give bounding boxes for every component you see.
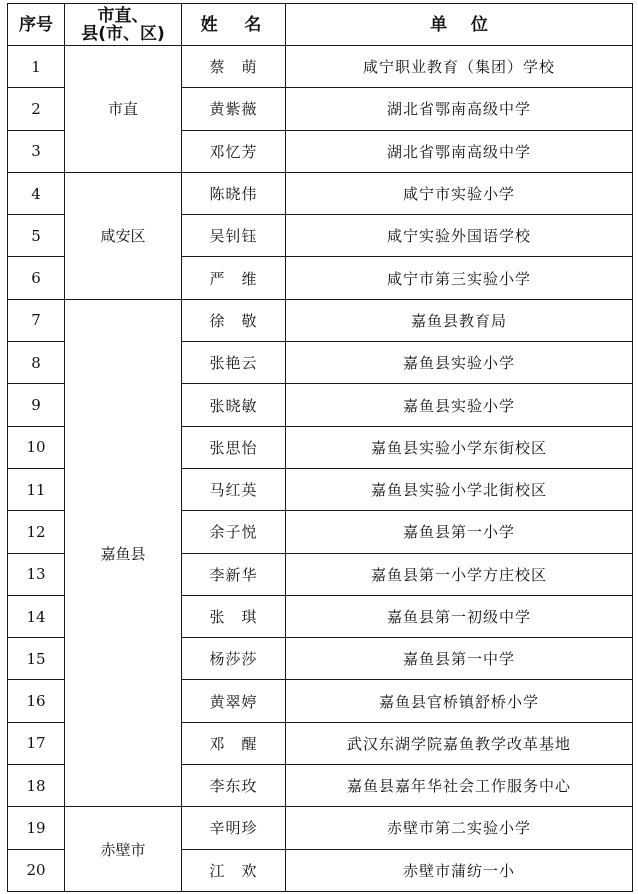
header-row: [8, 4, 633, 46]
row-number: 14: [8, 595, 65, 637]
person-name: 辛明珍: [182, 807, 286, 849]
person-name: 李东玫: [182, 765, 286, 807]
row-number: 2: [8, 88, 65, 130]
row-number: 5: [8, 215, 65, 257]
row-number: 11: [8, 468, 65, 510]
header-name: 姓 名: [182, 4, 286, 46]
unit-name: 湖北省鄂南高级中学: [286, 88, 633, 130]
person-name: 余子悦: [182, 511, 286, 553]
district-cell: 嘉鱼县: [65, 299, 182, 807]
unit-name: 湖北省鄂南高级中学: [286, 130, 633, 172]
unit-name: 咸宁职业教育（集团）学校: [286, 46, 633, 88]
person-name: 杨莎莎: [182, 638, 286, 680]
header-district-line1: 市直、: [97, 5, 149, 26]
person-name: 李新华: [182, 553, 286, 595]
person-name: 马红英: [182, 468, 286, 510]
unit-name: 嘉鱼县第一小学: [286, 511, 633, 553]
unit-name: 赤壁市第二实验小学: [286, 807, 633, 849]
roster-table: [7, 3, 633, 892]
row-number: 19: [8, 807, 65, 849]
unit-name: 嘉鱼县实验小学: [286, 342, 633, 384]
unit-name: 嘉鱼县嘉年华社会工作服务中心: [286, 765, 633, 807]
person-name: 陈晓伟: [182, 172, 286, 214]
person-name: 江 欢: [182, 849, 286, 891]
person-name: 蔡 萌: [182, 46, 286, 88]
person-name: 严 维: [182, 257, 286, 299]
district-cell: 赤壁市: [65, 807, 182, 892]
person-name: 邓 醒: [182, 722, 286, 764]
district-cell: 咸安区: [65, 172, 182, 299]
row-number: 4: [8, 172, 65, 214]
unit-name: 嘉鱼县官桥镇舒桥小学: [286, 680, 633, 722]
row-number: 18: [8, 765, 65, 807]
unit-name: 嘉鱼县第一初级中学: [286, 595, 633, 637]
unit-name: 赤壁市蒲纺一小: [286, 849, 633, 891]
person-name: 徐 敬: [182, 299, 286, 341]
row-number: 13: [8, 553, 65, 595]
row-number: 8: [8, 342, 65, 384]
unit-name: 嘉鱼县实验小学北街校区: [286, 468, 633, 510]
table-row: [8, 46, 633, 88]
person-name: 黄翠婷: [182, 680, 286, 722]
unit-name: 咸宁实验外国语学校: [286, 215, 633, 257]
row-number: 12: [8, 511, 65, 553]
header-district: [65, 4, 182, 46]
header-district-line2: 县(市、区): [81, 23, 165, 44]
unit-name: 武汉东湖学院嘉鱼教学改革基地: [286, 722, 633, 764]
unit-name: 嘉鱼县第一小学方庄校区: [286, 553, 633, 595]
person-name: 张 琪: [182, 595, 286, 637]
row-number: 7: [8, 299, 65, 341]
person-name: 张晓敏: [182, 384, 286, 426]
row-number: 6: [8, 257, 65, 299]
unit-name: 嘉鱼县实验小学东街校区: [286, 426, 633, 468]
unit-name: 嘉鱼县教育局: [286, 299, 633, 341]
row-number: 16: [8, 680, 65, 722]
unit-name: 嘉鱼县第一中学: [286, 638, 633, 680]
person-name: 张思怡: [182, 426, 286, 468]
district-cell: 市直: [65, 46, 182, 173]
row-number: 10: [8, 426, 65, 468]
unit-name: 咸宁市第三实验小学: [286, 257, 633, 299]
person-name: 吴钊钰: [182, 215, 286, 257]
header-no: 序号: [8, 4, 65, 46]
person-name: 张艳云: [182, 342, 286, 384]
row-number: 15: [8, 638, 65, 680]
table-row: [8, 299, 633, 341]
row-number: 20: [8, 849, 65, 891]
row-number: 17: [8, 722, 65, 764]
header-unit: 单 位: [286, 4, 633, 46]
table-row: [8, 172, 633, 214]
person-name: 邓忆芳: [182, 130, 286, 172]
row-number: 3: [8, 130, 65, 172]
person-name: 黄紫薇: [182, 88, 286, 130]
roster-body: [8, 46, 633, 892]
row-number: 9: [8, 384, 65, 426]
table-row: [8, 807, 633, 849]
unit-name: 咸宁市实验小学: [286, 172, 633, 214]
unit-name: 嘉鱼县实验小学: [286, 384, 633, 426]
row-number: 1: [8, 46, 65, 88]
